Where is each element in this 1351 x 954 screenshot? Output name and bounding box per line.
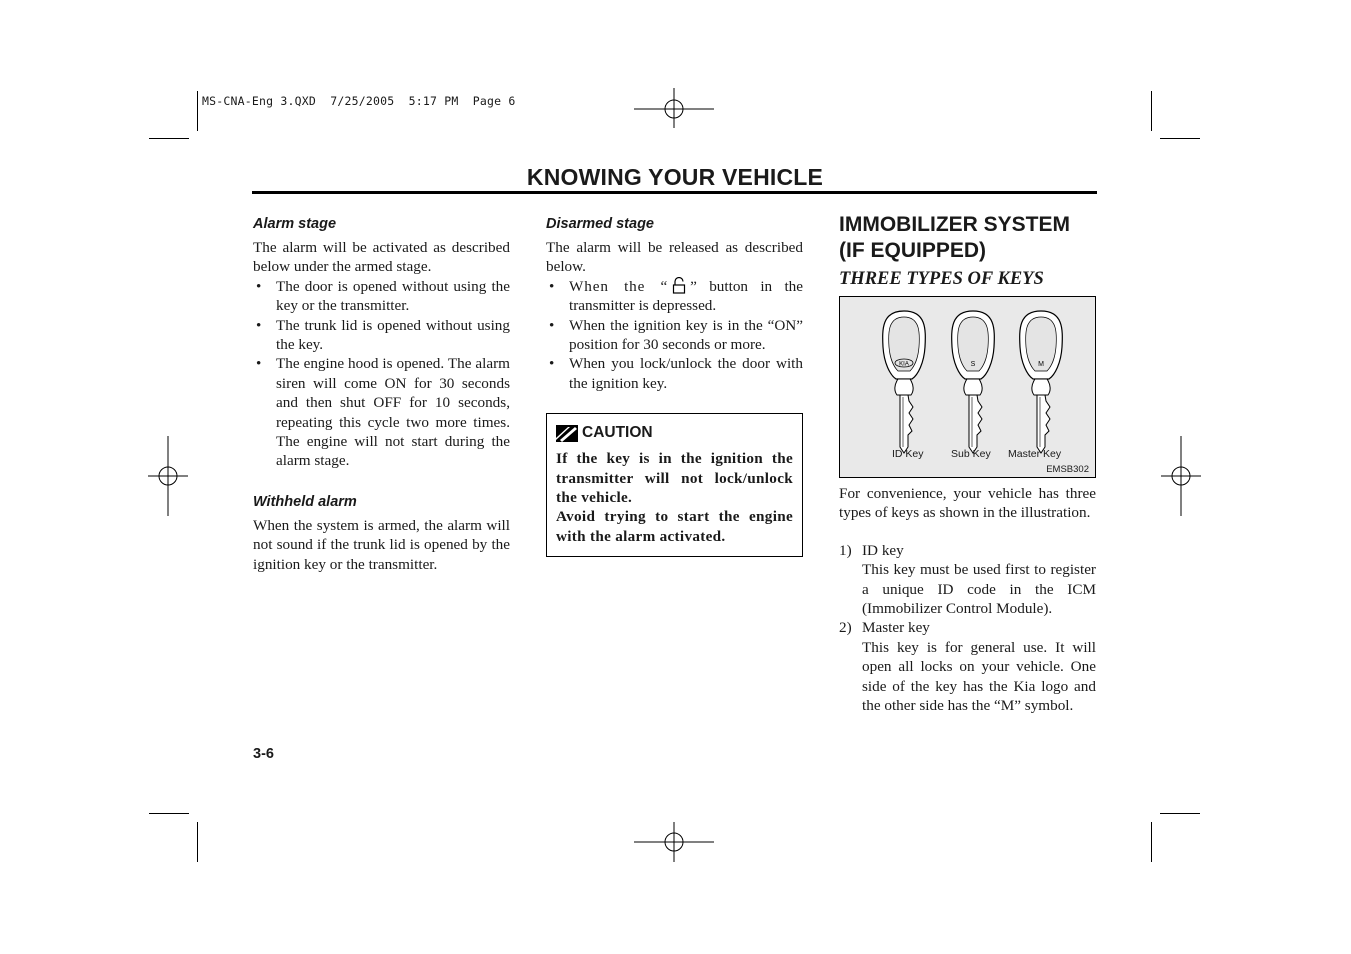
column-right bbox=[839, 214, 1096, 715]
key-mark-master: M bbox=[1038, 361, 1044, 368]
caution-text-2: Avoid trying to start the engine with the alarm activated. bbox=[556, 508, 793, 545]
alarm-stage-list bbox=[253, 277, 510, 471]
key-mark-id: KIA bbox=[899, 361, 909, 368]
unlock-icon bbox=[672, 277, 686, 294]
registration-mark-icon bbox=[1161, 436, 1201, 516]
crop-mark bbox=[197, 91, 198, 131]
list-item: 1) ID key This key must be used first to register a unique ID code in the ICM (Immobilizer Control Module). bbox=[839, 541, 1096, 618]
withheld-alarm-text: When the system is armed, the alarm will not sound if the trunk lid is opened by the ignition key or the transmitter. bbox=[253, 516, 510, 573]
list-item: • The trunk lid is opened without using the key. bbox=[253, 316, 510, 355]
id-key-label: ID Key bbox=[892, 448, 924, 460]
immobilizer-intro: For convenience, your vehicle has three types of keys as shown in the illustration. bbox=[839, 485, 1096, 522]
disarmed-stage-heading: Disarmed stage bbox=[546, 216, 654, 232]
crop-mark bbox=[197, 822, 198, 862]
crop-mark bbox=[1160, 813, 1200, 814]
page-number: 3-6 bbox=[253, 746, 274, 762]
list-item: • When the ignition key is in the “ON” position for 30 seconds or more. bbox=[546, 316, 803, 355]
sub-key-label: Sub Key bbox=[951, 448, 991, 460]
list-item: • When you lock/unlock the door with the ignition key. bbox=[546, 354, 803, 393]
master-key-label: Master Key bbox=[1008, 448, 1062, 460]
disarmed-stage-intro: The alarm will be released as described below. bbox=[546, 239, 803, 276]
withheld-alarm-heading: Withheld alarm bbox=[253, 493, 357, 510]
disarmed-stage-list bbox=[546, 277, 803, 393]
header-rule bbox=[252, 191, 1097, 194]
alarm-stage-intro: The alarm will be activated as described below under the armed stage. bbox=[253, 239, 510, 276]
list-item: • The door is opened without using the key or the transmitter. bbox=[253, 277, 510, 316]
key-mark-sub: S bbox=[970, 361, 976, 368]
section-subtitle: THREE TYPES OF KEYS bbox=[839, 269, 1044, 289]
chapter-title: KNOWING YOUR VEHICLE bbox=[526, 164, 824, 190]
caution-icon bbox=[556, 425, 578, 442]
crop-mark bbox=[149, 813, 189, 814]
crop-mark bbox=[1151, 91, 1152, 131]
crop-mark bbox=[149, 138, 189, 139]
key-types-list bbox=[839, 541, 1096, 716]
alarm-stage-heading: Alarm stage bbox=[253, 216, 337, 232]
figure-code: EMSB302 bbox=[1046, 464, 1089, 475]
column-middle bbox=[546, 214, 803, 557]
list-item: • When the “ ” button in the transmitter is depressed. bbox=[546, 277, 803, 316]
keys-illustration bbox=[839, 296, 1096, 478]
column-left bbox=[253, 214, 510, 574]
caution-box bbox=[546, 413, 803, 557]
caution-label: CAUTION bbox=[582, 424, 653, 442]
registration-mark-icon bbox=[148, 436, 188, 516]
registration-mark-icon bbox=[634, 822, 714, 862]
crop-mark bbox=[1151, 822, 1152, 862]
list-item: • The engine hood is opened. The alarm siren will come ON for 30 seconds and then shut OFF for 10 seconds, repeating this cycle two more times. The engine will not start during the alarm stage. bbox=[253, 354, 510, 470]
caution-heading bbox=[556, 422, 793, 444]
caution-text-1: If the key is in the ignition the transmitter will not lock/unlock the vehicle. bbox=[556, 450, 793, 507]
section-title: IMMOBILIZER SYSTEM (IF EQUIPPED) bbox=[839, 213, 1070, 262]
print-slug: MS-CNA-Eng 3.QXD 7/25/2005 5:17 PM Page 6 bbox=[202, 94, 516, 108]
crop-mark bbox=[1160, 138, 1200, 139]
list-item: 2) Master key This key is for general use. It will open all locks on your vehicle. One side of the key has the Kia logo and the other side has the “M” symbol. bbox=[839, 619, 1096, 715]
registration-mark-icon bbox=[634, 88, 714, 128]
